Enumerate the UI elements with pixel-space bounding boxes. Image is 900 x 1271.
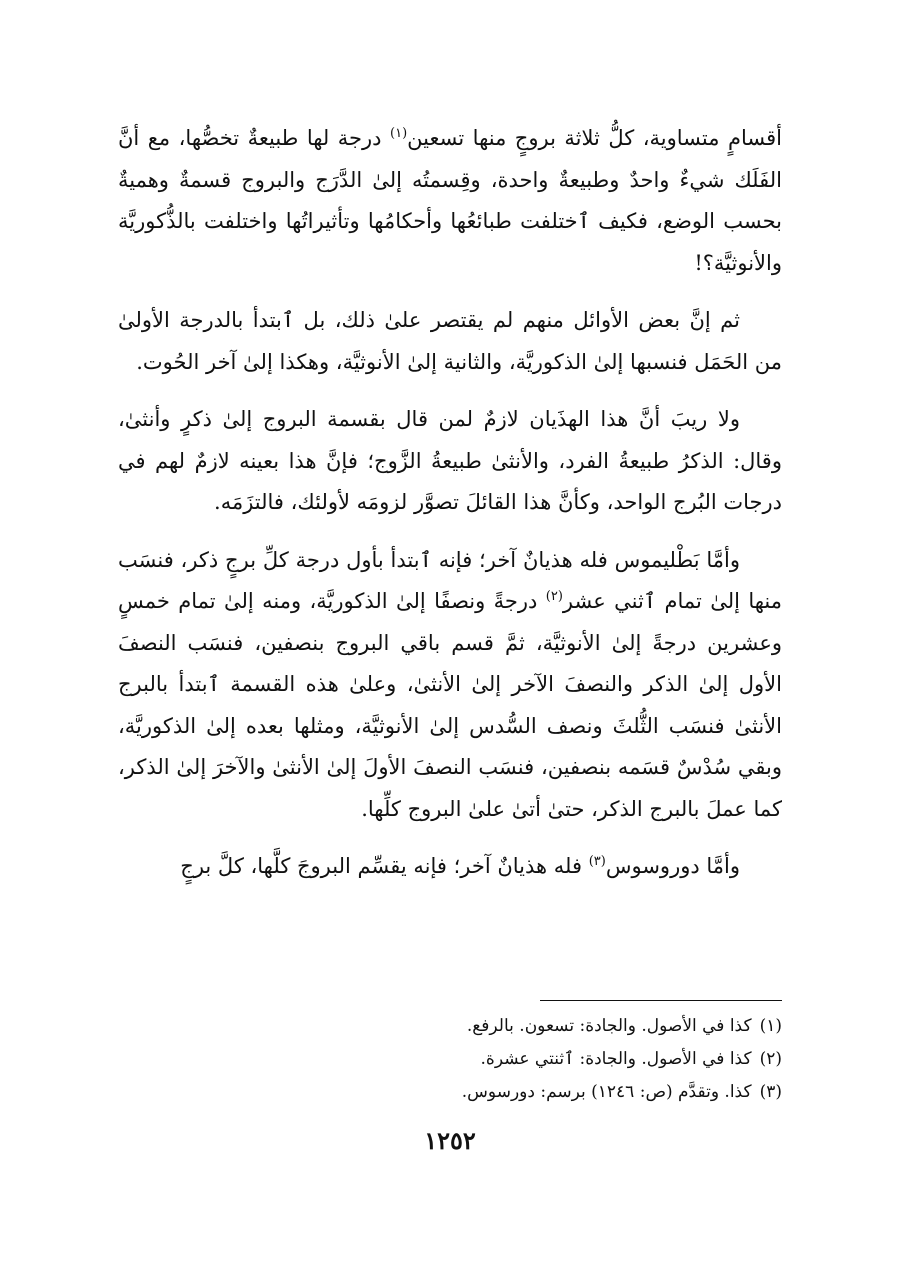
footnotes xyxy=(118,1010,782,1109)
footnote-1-number: (١) xyxy=(759,1016,782,1036)
paragraph-5-part-a: وأمَّا دوروسوس xyxy=(605,854,740,878)
footnote-2-text: كذا في الأصول. والجادة: ٱثنتي عشرة. xyxy=(480,1049,752,1069)
footnote-2 xyxy=(118,1043,782,1076)
paragraph-4-part-a: وأمَّا بَطْليموس فله هذيانٌ آخر؛ فإنه ٱبتدأ بأول درجة كلِّ برجٍ ذكر، فنسَب منها إلىٰ تمام ٱثني عشر xyxy=(118,547,783,613)
footnote-separator xyxy=(540,1000,782,1001)
footnote-3-number: (٣) xyxy=(759,1082,782,1102)
footnote-1 xyxy=(118,1010,782,1043)
paragraph-1-part-a: أقسامٍ متساوية، كلُّ ثلاثة بروجٍ منها تسعين xyxy=(407,126,782,150)
page-number: ١٢٥٢ xyxy=(424,1126,476,1155)
main-text xyxy=(118,118,782,904)
footnote-3-text: كذا. وتقدَّم (ص: ١٢٤٦) برسم: دورسوس. xyxy=(461,1082,752,1102)
paragraph-5-part-b: فله هذيانٌ آخر؛ فإنه يقسِّم البروجَ كلَّها، كلَّ برجٍ xyxy=(180,854,589,878)
footnote-ref-1: (١) xyxy=(390,126,408,141)
paragraph-1 xyxy=(118,118,782,284)
paragraph-2: ثم إنَّ بعض الأوائل منهم لم يقتصر علىٰ ذلك، بل ٱبتدأ بالدرجة الأولىٰ من الحَمَل فنسبها إلىٰ الذكوريَّة، والثانية إلىٰ الأنوثيَّة، وهكذا إلىٰ آخر الحُوت. xyxy=(118,308,782,374)
footnote-2-number: (٢) xyxy=(759,1049,782,1069)
paragraph-4-part-b: درجةً ونصفًا إلىٰ الذكوريَّة، ومنه إلىٰ تمام خمسٍ وعشرين درجةً إلىٰ الأنوثيَّة، ثمَّ قسم باقي البروج بنصفين، فنسَب النصفَ الأول إلىٰ الذكر والنصفَ الآخر إلىٰ الأنثىٰ، وعلىٰ هذه القسمة ٱبتدأ بالبرج الأنثىٰ فنسَب الثُّلثَ ونصف السُّدس إلىٰ الأنوثيَّة، ومثلها بعده إلىٰ الذكوريَّة، وبقي سُدْسٌ قسَمه بنصفين، فنسَب النصفَ الأولَ إلىٰ الأنثىٰ والآخرَ إلىٰ الذكر، كما عملَ بالبرج الذكر، حتىٰ أتىٰ علىٰ البروج كلِّها. xyxy=(118,589,782,821)
paragraph-4 xyxy=(118,540,782,831)
footnote-ref-3: (٣) xyxy=(588,854,606,869)
footnote-1-text: كذا في الأصول. والجادة: تسعون. بالرفع. xyxy=(466,1016,752,1036)
paragraph-1-part-b: درجة لها طبيعةٌ تخصُّها، مع أنَّ الفَلَك شيءٌ واحدٌ وطبيعةٌ واحدة، وقِسمتُه إلىٰ الدَّرَج والبروج قسمةٌ وهميةٌ بحسب الوضع، فكيف ٱختلفت طبائعُها وأحكامُها وتأثيراتُها واختلفت بالذُّكوريَّة والأنوثيَّة؟! xyxy=(118,126,782,275)
footnote-ref-2: (٢) xyxy=(545,589,563,604)
footnote-3 xyxy=(118,1076,782,1109)
paragraph-3: ولا ريبَ أنَّ هذا الهذَيان لازمٌ لمن قال بقسمة البروج إلىٰ ذكرٍ وأنثىٰ، وقال: الذكرُ طبيعةُ الفرد، والأنثىٰ طبيعةُ الزَّوج؛ فإنَّ هذا بعينه لازمٌ لهم في درجات البُرج الواحد، وكأنَّ هذا القائلَ تصوَّر لزومَه لأولئك، فالتزَمَه. xyxy=(118,407,782,514)
paragraph-5 xyxy=(118,846,782,888)
